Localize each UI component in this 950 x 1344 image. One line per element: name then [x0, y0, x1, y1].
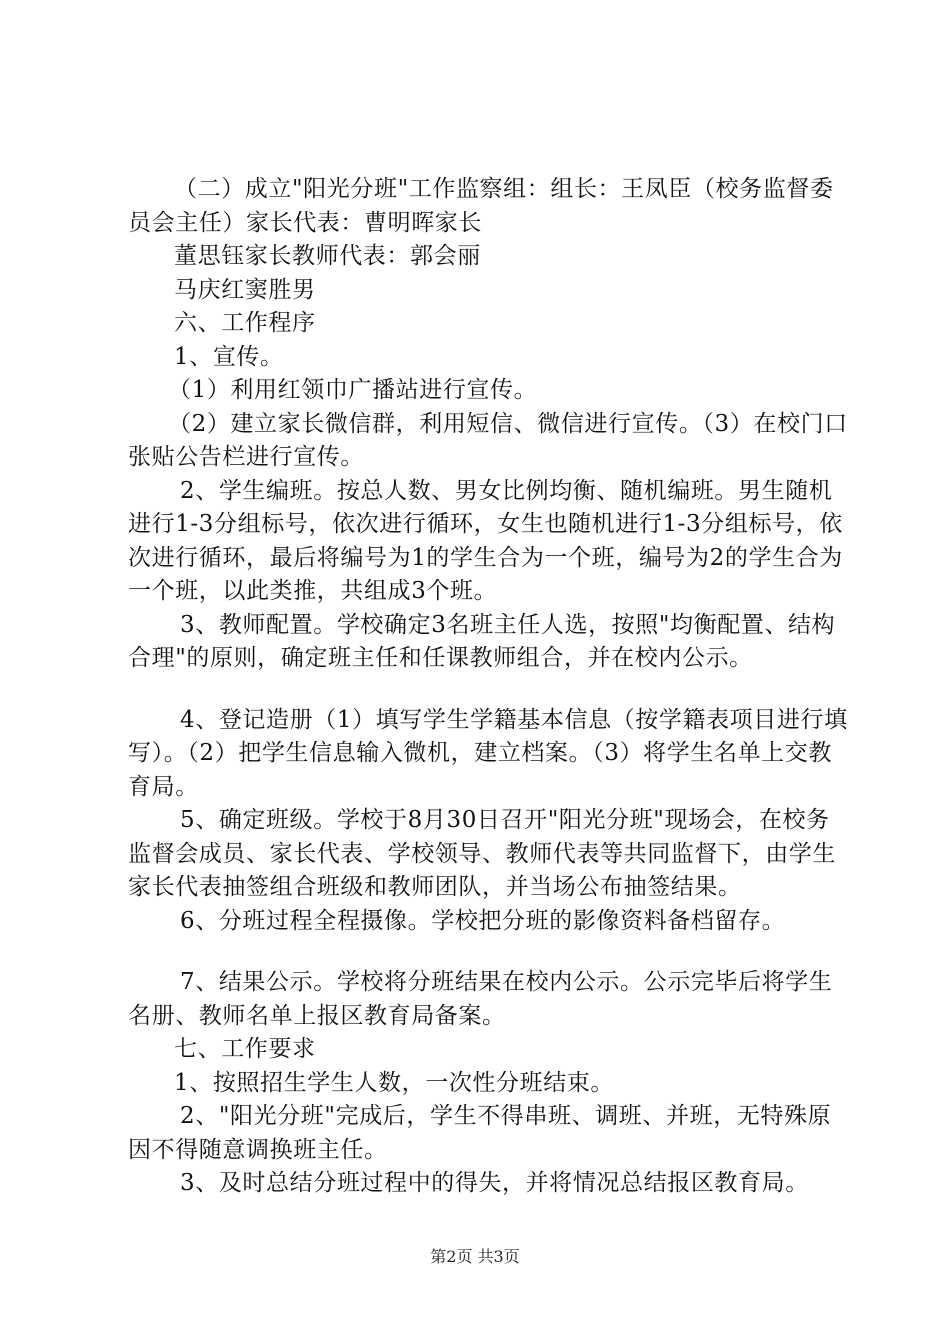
paragraph-teacher-allocation: 3、教师配置。学校确定3名班主任人选，按照"均衡配置、结构合理"的原则，确定班主任和任课教师组合，并在校内公示。: [128, 611, 836, 671]
page-number-footer: 第2页 共3页: [430, 1247, 520, 1266]
paragraph-result-publication: 7、结果公示。学校将分班结果在校内公示。公示完毕后将学生名册、教师名单上报区教育局备案。: [128, 969, 833, 1029]
paragraph-publicity-wechat: （2）建立家长微信群，利用短信、微信进行宣传。（3）在校门口张贴公告栏进行宣传。: [128, 410, 848, 470]
paragraph-registration: 4、登记造册（1）填写学生学籍基本信息（按学籍表项目进行填写）。（2）把学生信息输入微机，建立档案。（3）将学生名单上交教育局。: [128, 706, 848, 800]
paragraph-teacher-names: 马庆红窦胜男: [174, 276, 316, 303]
section-heading-requirements: 七、工作要求: [174, 1036, 316, 1062]
paragraph-video-recording: 6、分班过程全程摄像。学校把分班的影像资料备档留存。: [180, 907, 786, 934]
section-heading-procedure: 六、工作程序: [174, 310, 316, 336]
paragraph-publicity-radio: （1）利用红领巾广播站进行宣传。: [168, 377, 538, 403]
document-body: [128, 173, 853, 1201]
paragraph-no-class-change: 2、"阳光分班"完成后，学生不得串班、调班、并班，无特殊原因不得随意调换班主任。: [128, 1103, 832, 1163]
paragraph-class-assignment: 5、确定班级。学校于8月30日召开"阳光分班"现场会，在校务监督会成员、家长代表、学校领导、教师代表等共同监督下，由学生家长代表抽签组合班级和教师团队，并当场公布抽签结果。: [128, 807, 836, 900]
paragraph-parent-teacher-reps: 董思钰家长教师代表：郭会丽: [174, 243, 481, 269]
paragraph-monitoring-group: （二）成立"阳光分班"工作监察组：组长：王凤臣（校务监督委员会主任）家长代表：曹明晖家长: [128, 176, 834, 236]
paragraph-student-grouping: 2、学生编班。按总人数、男女比例均衡、随机编班。男生随机进行1-3分组标号，依次进行循环，女生也随机进行1-3分组标号，依次进行循环，最后将编号为1的学生合为一个班，编号为2的学生合为一个班，以此类推，共组成3个班。: [128, 477, 843, 604]
paragraph-summary-report: 3、及时总结分班过程中的得失，并将情况总结报区教育局。: [180, 1170, 809, 1196]
paragraph-publicity: 1、宣传。: [174, 343, 284, 370]
paragraph-one-time-grouping: 1、按照招生学生人数，一次性分班结束。: [174, 1069, 615, 1096]
